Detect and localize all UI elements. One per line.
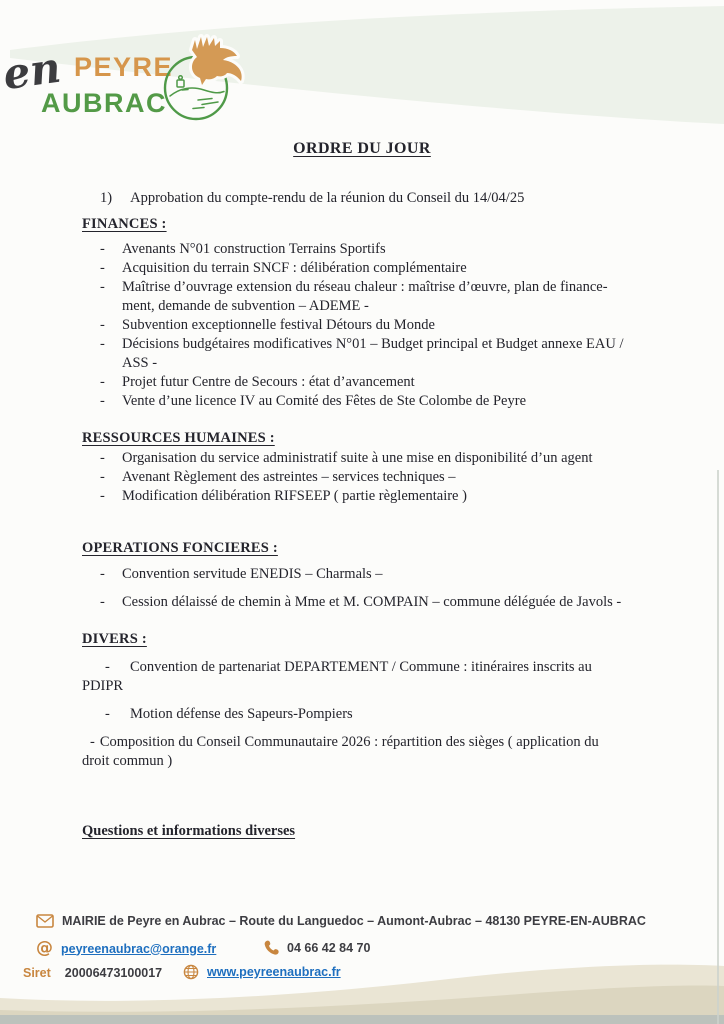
list-item-continuation <box>82 354 662 373</box>
list-item-text: Avenants N°01 construction Terrains Sportifs <box>122 241 386 257</box>
list-item-text: ASS - <box>122 355 158 371</box>
bullet-dash: - <box>90 734 95 750</box>
bullet-dash: - <box>100 450 105 466</box>
item-text: Approbation du compte-rendu de la réunion du Conseil du 14/04/25 <box>130 190 525 206</box>
list-item-continuation <box>82 297 662 316</box>
page-title: ORDRE DU JOUR <box>293 140 431 157</box>
envelope-icon <box>36 914 54 928</box>
footer-phone-row <box>264 940 370 955</box>
email-link[interactable]: peyreenaubrac@orange.fr <box>61 941 217 956</box>
divers-item-3 <box>82 733 642 771</box>
list-item-continuation <box>82 752 642 771</box>
bullet-dash: - <box>100 488 105 504</box>
list-item-text: Maîtrise d’ouvrage extension du réseau chaleur : maîtrise d’œuvre, plan de finance- <box>122 279 608 295</box>
list-item-text: Cession délaissé de chemin à Mme et M. COMPAIN – commune déléguée de Javols - <box>122 594 622 610</box>
list-item-text: Projet futur Centre de Secours : état d’avancement <box>122 374 415 390</box>
list-item <box>82 240 662 259</box>
list-item <box>82 565 662 584</box>
bullet-dash: - <box>100 374 105 390</box>
list-item <box>82 487 662 506</box>
siret-label: Siret <box>23 966 51 980</box>
closing-heading: Questions et informations diverses <box>82 823 296 839</box>
list-item-text: Convention de partenariat DEPARTEMENT / Commune : itinéraires inscrits au <box>130 659 592 675</box>
section-heading-divers: DIVERS : <box>82 631 147 647</box>
phone-icon <box>264 940 279 955</box>
list-item-text: Modification délibération RIFSEEP ( partie règlementaire ) <box>122 488 467 504</box>
list-item <box>82 658 642 677</box>
list-item-text: Décisions budgétaires modificatives N°01 – Budget principal et Budget annexe EAU / <box>122 336 624 352</box>
list-item <box>82 373 662 392</box>
bottom-wave-decoration <box>0 954 724 1024</box>
bullet-dash: - <box>100 594 105 610</box>
logo-text-en: en <box>0 42 64 100</box>
at-icon: @ <box>36 938 53 958</box>
list-item-text: Motion défense des Sapeurs-Pompiers <box>130 706 353 722</box>
bullet-dash: - <box>100 317 105 333</box>
list-item <box>82 449 662 468</box>
list-item <box>82 335 662 354</box>
list-item <box>82 392 662 411</box>
bullet-dash: - <box>100 336 105 352</box>
list-item <box>82 468 662 487</box>
list-item-continuation <box>82 677 642 696</box>
bullet-dash: - <box>105 706 110 722</box>
agenda-item-1 <box>100 190 524 207</box>
list-item-text: Avenant Règlement des astreintes – services techniques – <box>122 469 456 485</box>
finances-list <box>82 240 662 411</box>
list-item <box>82 593 682 612</box>
list-item-text: droit commun ) <box>82 753 173 769</box>
bullet-dash: - <box>100 279 105 295</box>
section-heading-ressources-humaines: RESSOURCES HUMAINES : <box>82 430 275 446</box>
rh-list <box>82 449 662 506</box>
list-item-text: Vente d’une licence IV au Comité des Fêtes de Ste Colombe de Peyre <box>122 393 527 409</box>
bullet-dash: - <box>105 659 110 675</box>
list-item <box>82 278 662 297</box>
bullet-dash: - <box>100 393 105 409</box>
website-link[interactable]: www.peyreenaubrac.fr <box>207 965 341 979</box>
foncieres-list-item-2 <box>82 593 682 612</box>
divers-item-2 <box>82 705 642 724</box>
bullet-dash: - <box>100 241 105 257</box>
logo-text-peyre: PEYRE <box>74 52 174 82</box>
scan-edge-artifact <box>717 470 719 1024</box>
bullet-dash: - <box>100 566 105 582</box>
list-item-text: Composition du Conseil Communautaire 2026 : répartition des sièges ( application du <box>99 734 599 750</box>
list-item-text: Subvention exceptionnelle festival Détours du Monde <box>122 317 435 333</box>
section-heading-finances: FINANCES : <box>82 216 167 232</box>
footer-address-row <box>36 914 646 928</box>
list-item <box>82 705 642 724</box>
list-item <box>82 316 662 335</box>
foncieres-list-item-1 <box>82 565 662 584</box>
item-number: 1) <box>100 190 113 206</box>
list-item-text: PDIPR <box>82 678 124 694</box>
siret-value: 20006473100017 <box>64 966 163 980</box>
bullet-dash: - <box>100 469 105 485</box>
footer-address: MAIRIE de Peyre en Aubrac – Route du Languedoc – Aumont-Aubrac – 48130 PEYRE-EN-AUBRAC <box>62 914 646 928</box>
divers-item-1 <box>82 658 642 696</box>
list-item <box>82 259 662 278</box>
footer-phone: 04 66 42 84 70 <box>287 940 371 955</box>
bullet-dash: - <box>100 260 105 276</box>
logo-emblem-bird-icon <box>158 28 258 128</box>
list-item-text: Convention servitude ENEDIS – Charmals – <box>122 566 383 582</box>
list-item <box>82 733 642 752</box>
list-item-text: Acquisition du terrain SNCF : délibération complémentaire <box>122 260 467 276</box>
list-item-text: ment, demande de subvention – ADEME - <box>122 298 369 314</box>
list-item-text: Organisation du service administratif suite à une mise en disponibilité d’un agent <box>122 450 593 466</box>
logo-text-aubrac: AUBRAC <box>41 88 167 118</box>
section-heading-operations-foncieres: OPERATIONS FONCIERES : <box>82 540 278 556</box>
